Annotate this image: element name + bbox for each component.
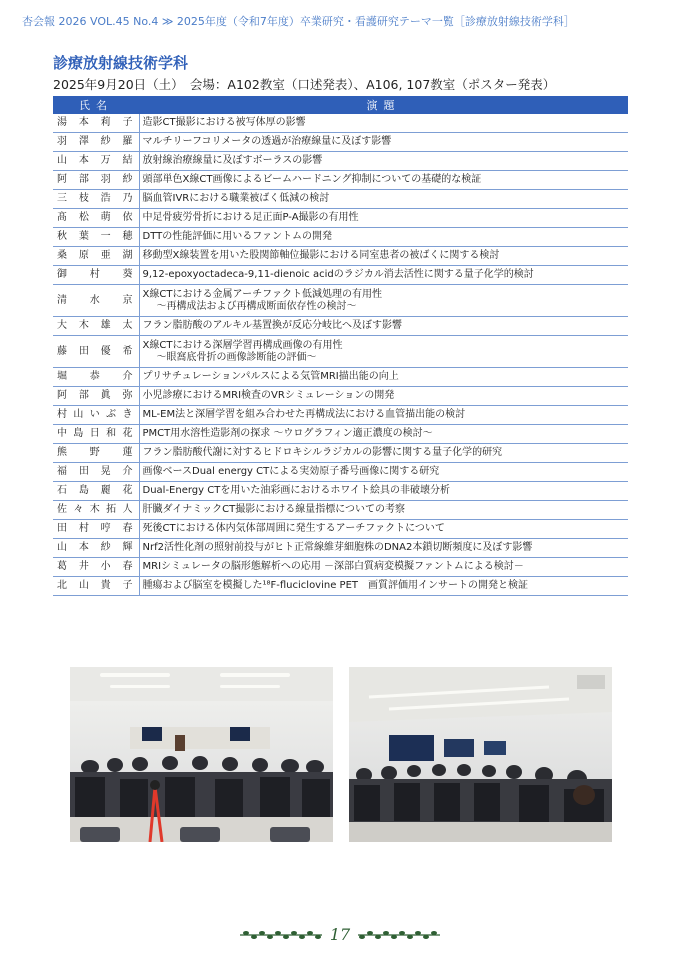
table-row: [53, 114, 628, 133]
student-name: 石島麗花: [53, 482, 139, 501]
table-row: [53, 501, 628, 520]
student-name: 羽澤紗羅: [53, 133, 139, 152]
student-name: 堀恭介: [53, 368, 139, 387]
research-topic: [139, 558, 628, 577]
student-name: 北山貴子: [53, 577, 139, 596]
topic-title: フラン脂肪酸のアルキル基置換が反応分岐比へ及ぼす影響: [142, 320, 402, 331]
lecture-hall-photo-right: [349, 667, 612, 842]
topic-title: 9,12-epoxyoctadeca-9,11-dienoic acidのラジカル消去活性に関する量子化学的検討: [142, 269, 534, 280]
student-name: 髙松萌依: [53, 209, 139, 228]
running-header: 杏会報 2026 VOL.45 No.4 ≫ 2025年度（令和7年度）卒業研究・看護研究テーマ一覧［診療放射線技術学科］: [22, 15, 575, 28]
research-topic: [139, 539, 628, 558]
topic-title: 造影CT撮影における被写体厚の影響: [142, 117, 306, 128]
student-name: 中島日和花: [53, 425, 139, 444]
research-topic: [139, 114, 628, 133]
topic-title: 頭部単色X線CT画像によるビームハードニング抑制についての基礎的な検証: [142, 174, 482, 185]
research-topic: [139, 425, 628, 444]
table-row: [53, 336, 628, 368]
table-row: [53, 425, 628, 444]
topic-title: DTTの性能評価に用いるファントムの開発: [142, 231, 333, 242]
research-topic: [139, 444, 628, 463]
student-name: 村山いぶき: [53, 406, 139, 425]
research-topic: [139, 228, 628, 247]
topic-title: X線CTにおける金属アーチファクト低減処理の有用性: [142, 288, 382, 300]
topic-title: マルチリーフコリメータの透過が治療線量に及ぼす影響: [142, 136, 392, 147]
student-name: 熊野蓮: [53, 444, 139, 463]
table-body: [53, 114, 628, 596]
research-topic: [139, 152, 628, 171]
table-header-row: [53, 96, 628, 114]
student-name: 山本紗輝: [53, 539, 139, 558]
student-name: 佐々木拓人: [53, 501, 139, 520]
research-topic: [139, 463, 628, 482]
table-row: [53, 190, 628, 209]
table-row: [53, 539, 628, 558]
table-row: [53, 209, 628, 228]
table-row: [53, 520, 628, 539]
topic-title: Dual-Energy CTを用いた油彩画におけるホワイト絵具の非破壊分析: [142, 485, 451, 496]
research-topic: [139, 336, 628, 368]
topic-title: 死後CTにおける体内気体部周囲に発生するアーチファクトについて: [142, 523, 445, 534]
student-name: 御村葵: [53, 266, 139, 285]
table-row: [53, 152, 628, 171]
student-name: 大木雄太: [53, 317, 139, 336]
topic-title: 画像ベースDual energy CTによる実効原子番号画像に関する研究: [142, 466, 440, 477]
student-name: 藤田優希: [53, 336, 139, 368]
student-name: 桑原亜湖: [53, 247, 139, 266]
research-topic: [139, 406, 628, 425]
student-name: 清水京: [53, 285, 139, 317]
topic-subtitle: ～再構成法および再構成断面依存性の検討～: [156, 300, 357, 312]
research-topic: [139, 190, 628, 209]
research-topic: [139, 387, 628, 406]
session-info: 2025年9月20日（土） 会場：A102教室（口述発表）、A106, 107教室（ポスター発表）: [53, 77, 556, 92]
research-topic: [139, 285, 628, 317]
topic-title: 肝臓ダイナミックCT撮影における線量指標についての考察: [142, 504, 405, 515]
table-row: [53, 387, 628, 406]
student-name: 秋葉一穂: [53, 228, 139, 247]
student-name: 三枝浩乃: [53, 190, 139, 209]
topic-title: 中足骨疲労骨折における足正面P-A撮影の有用性: [142, 212, 359, 223]
research-topic: [139, 520, 628, 539]
table-row: [53, 482, 628, 501]
table-row: [53, 406, 628, 425]
table-row: [53, 133, 628, 152]
topic-title: 脳血管IVRにおける職業被ばく低減の検討: [142, 193, 330, 204]
research-topic: [139, 247, 628, 266]
table-row: [53, 266, 628, 285]
student-name: 山本万結: [53, 152, 139, 171]
research-topic: [139, 209, 628, 228]
topic-title: PMCT用水溶性造影剤の探求 ～ウログラフィン適正濃度の検討～: [142, 428, 433, 439]
right-vine-ornament-icon: [358, 929, 440, 941]
table-row: [53, 171, 628, 190]
table-row: [53, 577, 628, 596]
table-row: [53, 228, 628, 247]
research-topic: [139, 171, 628, 190]
research-topic: [139, 577, 628, 596]
topic-title: X線CTにおける深層学習再構成画像の有用性: [142, 339, 343, 351]
topic-title: 移動型X線装置を用いた股関節軸位撮影における同室患者の被ばくに関する検討: [142, 250, 500, 261]
student-name: 田村哼春: [53, 520, 139, 539]
research-topic: [139, 266, 628, 285]
table-row: [53, 463, 628, 482]
table-row: [53, 368, 628, 387]
department-title: 診療放射線技術学科: [53, 54, 189, 72]
student-name: 葛井小春: [53, 558, 139, 577]
name-column-header: 氏名: [53, 96, 139, 114]
topic-column-header: 演題: [139, 96, 628, 114]
research-topic: [139, 317, 628, 336]
topic-subtitle: ～眼窩底骨折の画像診断能の評価～: [156, 351, 317, 363]
student-name: 阿部眞弥: [53, 387, 139, 406]
table-row: [53, 247, 628, 266]
topic-title: Nrf2活性化剤の照射前投与がヒト正常線維芽細胞株のDNA2本鎖切断頻度に及ぼす影響: [142, 542, 533, 553]
left-vine-ornament-icon: [240, 929, 322, 941]
student-name: 湯本莉子: [53, 114, 139, 133]
table-row: [53, 558, 628, 577]
table-row: [53, 285, 628, 317]
topic-title: プリサチュレーションパルスによる気管MRI描出能の向上: [142, 371, 399, 382]
topic-title: 小児診療におけるMRI検査のVRシミュレーションの開発: [142, 390, 395, 401]
page-number: 17: [329, 925, 351, 944]
page-footer: [0, 925, 680, 944]
research-topic: [139, 368, 628, 387]
research-topic: [139, 482, 628, 501]
research-topic: [139, 501, 628, 520]
topic-title: フラン脂肪酸代謝に対するヒドロキシルラジカルの影響に関する量子化学的研究: [142, 447, 503, 458]
table-row: [53, 317, 628, 336]
topic-title: ML-EM法と深層学習を組み合わせた再構成法における血管描出能の検討: [142, 409, 466, 420]
research-topic-table: [53, 96, 628, 596]
lecture-hall-photo-left: [70, 667, 333, 842]
topic-title: MRIシミュレータの脳形態解析への応用 －深部白質病変模擬ファントムによる検討－: [142, 561, 524, 572]
topic-title: 放射線治療線量に及ぼすボーラスの影響: [142, 155, 323, 166]
student-name: 阿部羽紗: [53, 171, 139, 190]
student-name: 福田晃介: [53, 463, 139, 482]
research-topic: [139, 133, 628, 152]
table-row: [53, 444, 628, 463]
topic-title: 腫瘍および脳室を模擬した¹⁸F-fluciclovine PET 画質評価用インサートの開発と検証: [142, 580, 529, 591]
